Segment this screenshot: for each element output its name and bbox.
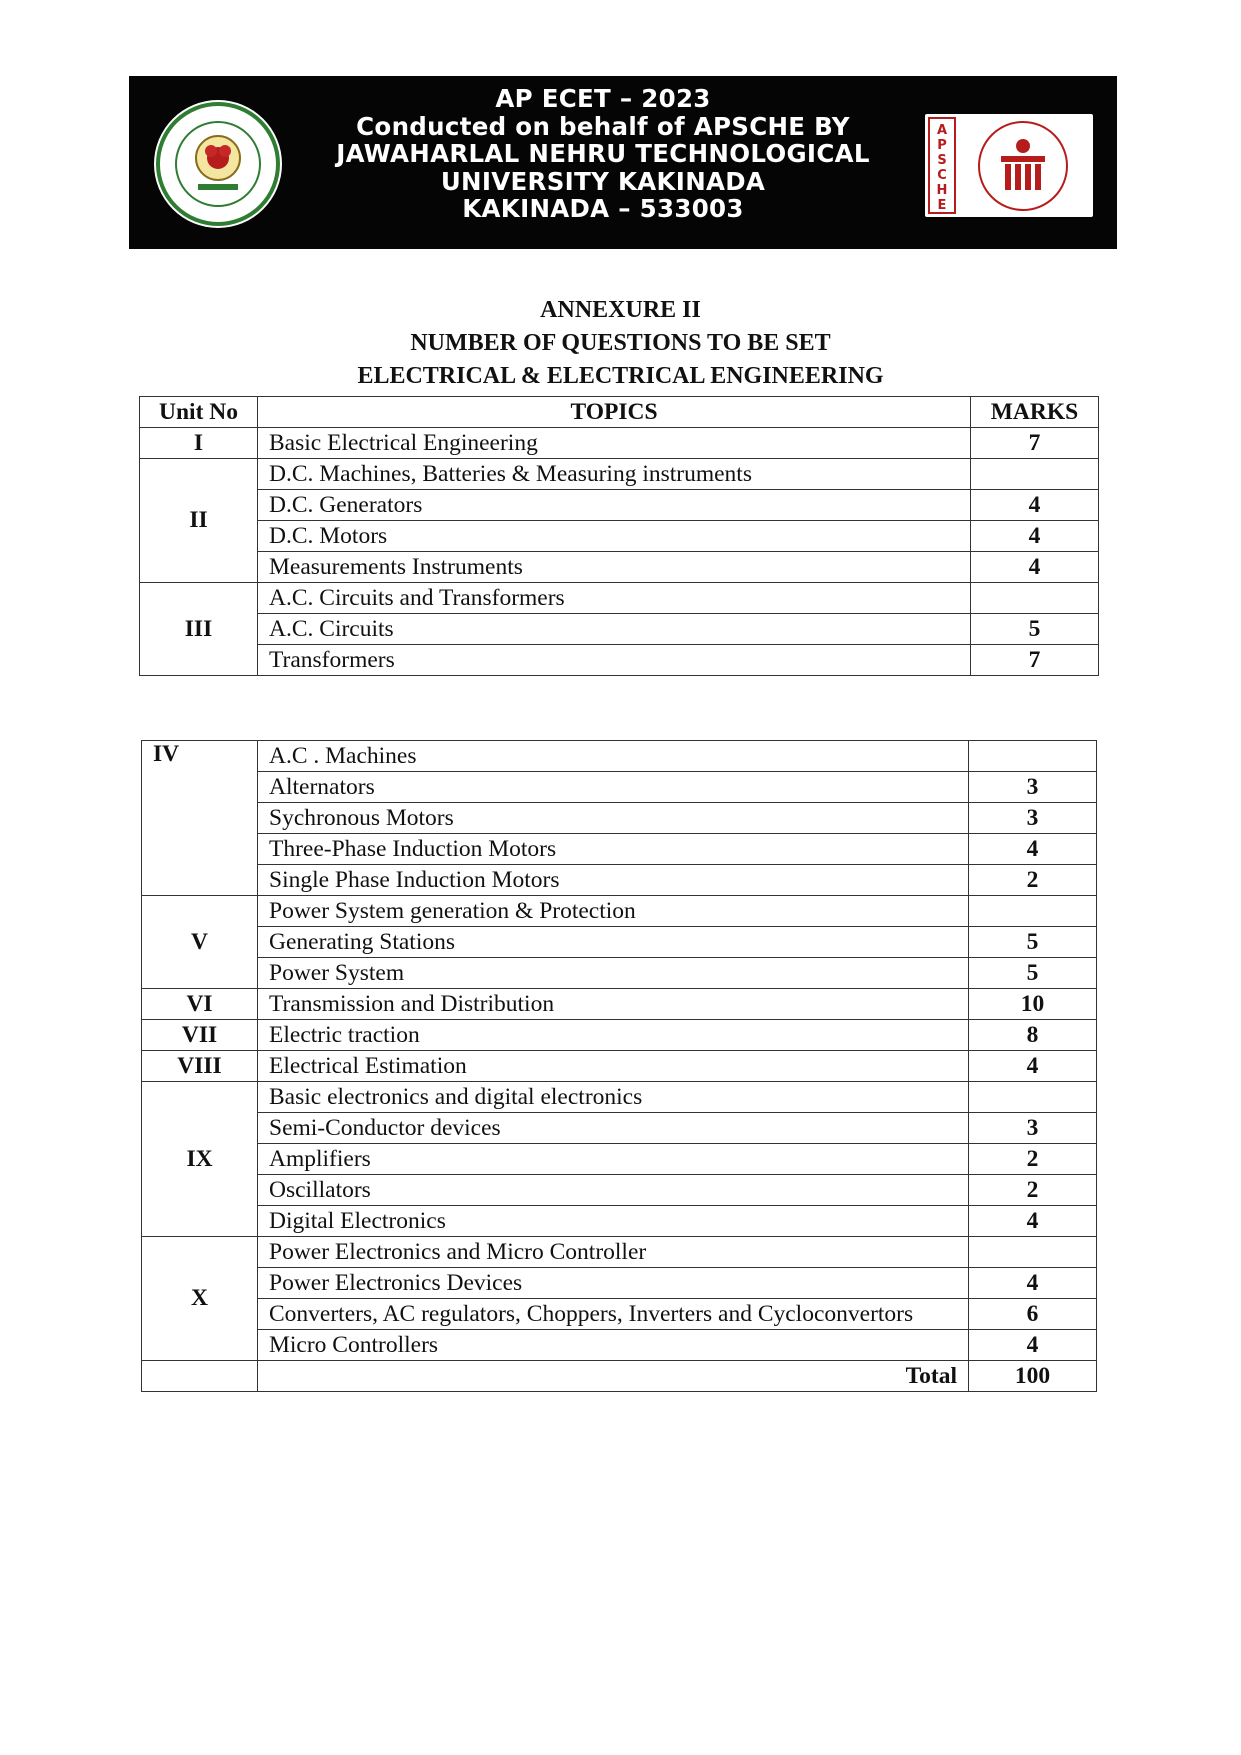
topic-cell: Alternators xyxy=(258,772,969,803)
topic-cell: Basic Electrical Engineering xyxy=(258,428,971,459)
total-marks: 100 xyxy=(969,1361,1097,1392)
table-row xyxy=(140,428,1099,459)
table-row xyxy=(142,1020,1097,1051)
banner-title xyxy=(279,85,927,223)
table-row xyxy=(142,958,1097,989)
topic-cell: Converters, AC regulators, Choppers, Inverters and Cycloconvertors xyxy=(258,1299,969,1330)
topic-cell: Oscillators xyxy=(258,1175,969,1206)
table-row xyxy=(142,1237,1097,1268)
table-row xyxy=(142,1206,1097,1237)
marks-cell: 5 xyxy=(969,958,1097,989)
empty-cell xyxy=(142,1361,258,1392)
topic-cell: Digital Electronics xyxy=(258,1206,969,1237)
marks-cell xyxy=(971,583,1099,614)
topic-cell: Semi-Conductor devices xyxy=(258,1113,969,1144)
marks-cell xyxy=(971,459,1099,490)
topic-cell: Power System xyxy=(258,958,969,989)
table-row xyxy=(142,1082,1097,1113)
header-marks: MARKS xyxy=(971,397,1099,428)
svg-text:A: A xyxy=(936,123,948,138)
marks-cell: 6 xyxy=(969,1299,1097,1330)
banner-line-3: JAWAHARLAL NEHRU TECHNOLOGICAL xyxy=(336,139,870,169)
marks-cell xyxy=(969,1082,1097,1113)
table-row xyxy=(140,552,1099,583)
marks-cell: 4 xyxy=(969,1206,1097,1237)
marks-cell xyxy=(969,741,1097,772)
svg-text:H: H xyxy=(936,183,948,198)
topic-cell: A.C. Circuits and Transformers xyxy=(258,583,971,614)
topic-cell: D.C. Generators xyxy=(258,490,971,521)
svg-text:S: S xyxy=(937,153,947,168)
marks-cell: 2 xyxy=(969,865,1097,896)
jntuk-seal-logo xyxy=(151,96,285,232)
topic-cell: Generating Stations xyxy=(258,927,969,958)
table-row xyxy=(142,1330,1097,1361)
table-row xyxy=(142,865,1097,896)
unit-cell: VIII xyxy=(142,1051,258,1082)
marks-cell: 4 xyxy=(971,552,1099,583)
unit-cell: II xyxy=(140,459,258,583)
topic-cell: Power Electronics and Micro Controller xyxy=(258,1237,969,1268)
table-row xyxy=(142,803,1097,834)
header-topics: TOPICS xyxy=(258,397,971,428)
table-row xyxy=(142,1144,1097,1175)
svg-text:P: P xyxy=(937,138,947,153)
header-banner xyxy=(129,76,1117,249)
banner-line-1: AP ECET – 2023 xyxy=(495,84,711,113)
total-label: Total xyxy=(258,1361,969,1392)
marks-cell: 4 xyxy=(971,490,1099,521)
topic-cell: Measurements Instruments xyxy=(258,552,971,583)
topic-cell: Three-Phase Induction Motors xyxy=(258,834,969,865)
table-row xyxy=(140,614,1099,645)
marks-table-part-2 xyxy=(141,740,1097,1392)
table-row xyxy=(142,896,1097,927)
table-row xyxy=(140,490,1099,521)
marks-cell: 4 xyxy=(969,834,1097,865)
topic-cell: Power System generation & Protection xyxy=(258,896,969,927)
marks-cell: 3 xyxy=(969,772,1097,803)
table-row xyxy=(142,1175,1097,1206)
heading-annexure: ANNEXURE II xyxy=(540,297,701,323)
table-row xyxy=(142,772,1097,803)
banner-line-2: Conducted on behalf of APSCHE BY xyxy=(356,111,850,141)
topic-cell: D.C. Motors xyxy=(258,521,971,552)
unit-cell: V xyxy=(142,896,258,989)
topic-cell: A.C . Machines xyxy=(258,741,969,772)
marks-cell: 7 xyxy=(971,428,1099,459)
topic-cell: Electric traction xyxy=(258,1020,969,1051)
marks-cell: 3 xyxy=(969,803,1097,834)
svg-text:E: E xyxy=(937,198,947,213)
table-row xyxy=(142,1299,1097,1330)
topic-cell: Single Phase Induction Motors xyxy=(258,865,969,896)
table-row xyxy=(140,459,1099,490)
topic-cell: Power Electronics Devices xyxy=(258,1268,969,1299)
marks-cell: 5 xyxy=(969,927,1097,958)
table-row xyxy=(140,645,1099,676)
banner-line-4: UNIVERSITY KAKINADA xyxy=(440,166,766,196)
marks-cell: 3 xyxy=(969,1113,1097,1144)
topic-cell: Basic electronics and digital electronics xyxy=(258,1082,969,1113)
table-row xyxy=(142,834,1097,865)
topic-cell: Transformers xyxy=(258,645,971,676)
apsche-logo xyxy=(925,114,1093,217)
topic-cell: Transmission and Distribution xyxy=(258,989,969,1020)
marks-cell: 8 xyxy=(969,1020,1097,1051)
unit-cell: IV xyxy=(142,741,258,896)
unit-cell: IX xyxy=(142,1082,258,1237)
unit-cell: X xyxy=(142,1237,258,1361)
topic-cell: Electrical Estimation xyxy=(258,1051,969,1082)
table-row xyxy=(142,1051,1097,1082)
table-row xyxy=(142,927,1097,958)
table-header-row xyxy=(140,397,1099,428)
heading-number-of-questions: NUMBER OF QUESTIONS TO BE SET xyxy=(410,330,831,356)
marks-cell: 4 xyxy=(969,1330,1097,1361)
header-unit-no: Unit No xyxy=(140,397,258,428)
heading-branch: ELECTRICAL & ELECTRICAL ENGINEERING xyxy=(357,363,884,389)
unit-cell: VII xyxy=(142,1020,258,1051)
unit-cell: III xyxy=(140,583,258,676)
marks-cell: 7 xyxy=(971,645,1099,676)
topic-cell: Amplifiers xyxy=(258,1144,969,1175)
marks-cell: 2 xyxy=(969,1144,1097,1175)
total-row xyxy=(142,1361,1097,1392)
banner-line-5: KAKINADA – 533003 xyxy=(462,194,744,224)
marks-cell xyxy=(969,896,1097,927)
topic-cell: A.C. Circuits xyxy=(258,614,971,645)
table-row xyxy=(142,989,1097,1020)
marks-table-part-1 xyxy=(139,396,1099,676)
marks-cell: 4 xyxy=(969,1268,1097,1299)
table-row xyxy=(142,1268,1097,1299)
table-row xyxy=(142,1113,1097,1144)
table-row xyxy=(140,521,1099,552)
marks-cell: 2 xyxy=(969,1175,1097,1206)
table-row xyxy=(142,741,1097,772)
marks-cell: 4 xyxy=(969,1051,1097,1082)
unit-cell: VI xyxy=(142,989,258,1020)
topic-cell: D.C. Machines, Batteries & Measuring instruments xyxy=(258,459,971,490)
marks-cell: 5 xyxy=(971,614,1099,645)
unit-cell: I xyxy=(140,428,258,459)
svg-text:C: C xyxy=(937,168,947,183)
table-row xyxy=(140,583,1099,614)
marks-cell: 10 xyxy=(969,989,1097,1020)
topic-cell: Sychronous Motors xyxy=(258,803,969,834)
marks-cell xyxy=(969,1237,1097,1268)
marks-cell: 4 xyxy=(971,521,1099,552)
topic-cell: Micro Controllers xyxy=(258,1330,969,1361)
